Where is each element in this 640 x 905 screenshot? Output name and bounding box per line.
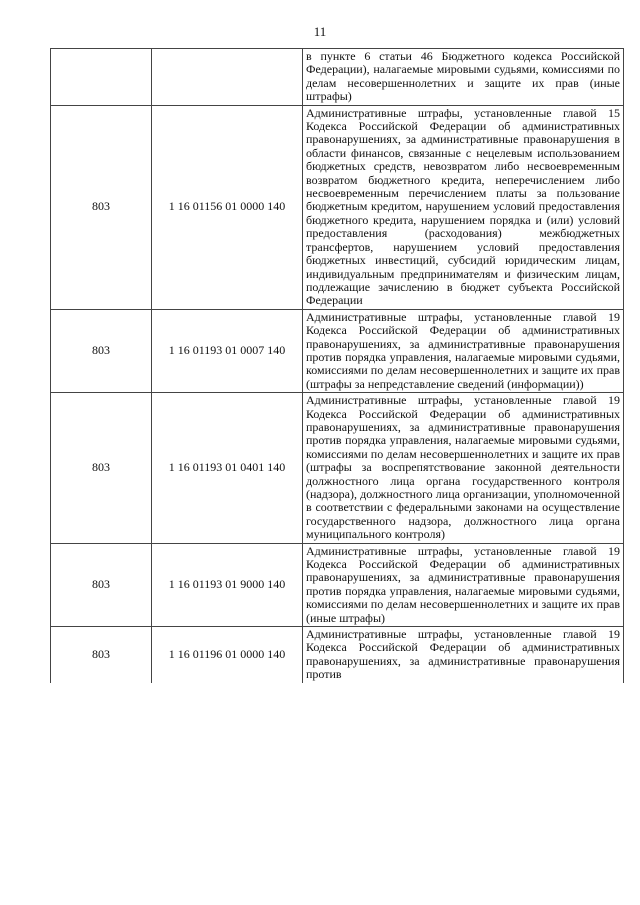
admin-code-cell: 803 <box>51 393 152 543</box>
page-number: 11 <box>313 24 327 39</box>
admin-code-cell: 803 <box>51 543 152 626</box>
revenue-code-cell <box>152 49 303 106</box>
table-row <box>51 309 624 392</box>
description-cell: Административные штрафы, установленные главой 15 Кодекса Российской Федерации об административных правонарушениях, за административные правонарушения в области финансов, связанные с нецелевым использованием бюджетных средств, невозвратом либо несвоевременным возвратом бюджетного кредита, неперечислением либо несвоевременным перечислением платы за пользование бюджетным кредитом, нарушением условий предоставления бюджетного кредита, нарушением порядка и (или) условий предоставления (расходования) межбюджетных трансфертов, нарушением условий предоставления бюджетных инвестиций, субсидий юридическим лицам, индивидуальным предпринимателям и физическим лицам, подлежащие зачислению в бюджет субъекта Российской Федерации <box>303 105 624 309</box>
admin-code-cell <box>51 49 152 106</box>
description-cell: в пункте 6 статьи 46 Бюджетного кодекса Российской Федерации), налагаемые мировыми судьями, комиссиями по делам несовершеннолетних и защите их прав (иные штрафы) <box>303 49 624 106</box>
table-row <box>51 627 624 683</box>
table-row <box>51 393 624 543</box>
revenue-code-cell: 1 16 01193 01 9000 140 <box>152 543 303 626</box>
description-cell: Административные штрафы, установленные главой 19 Кодекса Российской Федерации об административных правонарушениях, за административные правонарушения против порядка управления, налагаемые мировыми судьями, комиссиями по делам несовершеннолетних и защите их прав (штрафы за непредставление сведений (информации)) <box>303 309 624 392</box>
admin-code-cell: 803 <box>51 627 152 683</box>
description-cell: Административные штрафы, установленные главой 19 Кодекса Российской Федерации об административных правонарушениях, за административные правонарушения против порядка управления, налагаемые мировыми судьями, комиссиями по делам несовершеннолетних и защите их прав (штрафы за воспрепятствование законной деятельности должностного лица органа государственного контроля (надзора), должностного лица организации, уполномоченной в соответствии с федеральными законами на осуществление государственного надзора, должностного лица органа муниципального контроля) <box>303 393 624 543</box>
description-cell: Административные штрафы, установленные главой 19 Кодекса Российской Федерации об административных правонарушениях, за административные правонарушения против порядка управления, налагаемые мировыми судьями, комиссиями по делам несовершеннолетних и защите их прав (иные штрафы) <box>303 543 624 626</box>
revenue-code-cell: 1 16 01156 01 0000 140 <box>152 105 303 309</box>
table-row <box>51 49 624 106</box>
table-row <box>51 105 624 309</box>
revenue-codes-table <box>50 48 624 683</box>
admin-code-cell: 803 <box>51 105 152 309</box>
revenue-code-cell: 1 16 01196 01 0000 140 <box>152 627 303 683</box>
revenue-code-cell: 1 16 01193 01 0007 140 <box>152 309 303 392</box>
description-cell: Административные штрафы, установленные главой 19 Кодекса Российской Федерации об административных правонарушениях, за административные правонарушения против <box>303 627 624 683</box>
revenue-code-cell: 1 16 01193 01 0401 140 <box>152 393 303 543</box>
table-row <box>51 543 624 626</box>
admin-code-cell: 803 <box>51 309 152 392</box>
